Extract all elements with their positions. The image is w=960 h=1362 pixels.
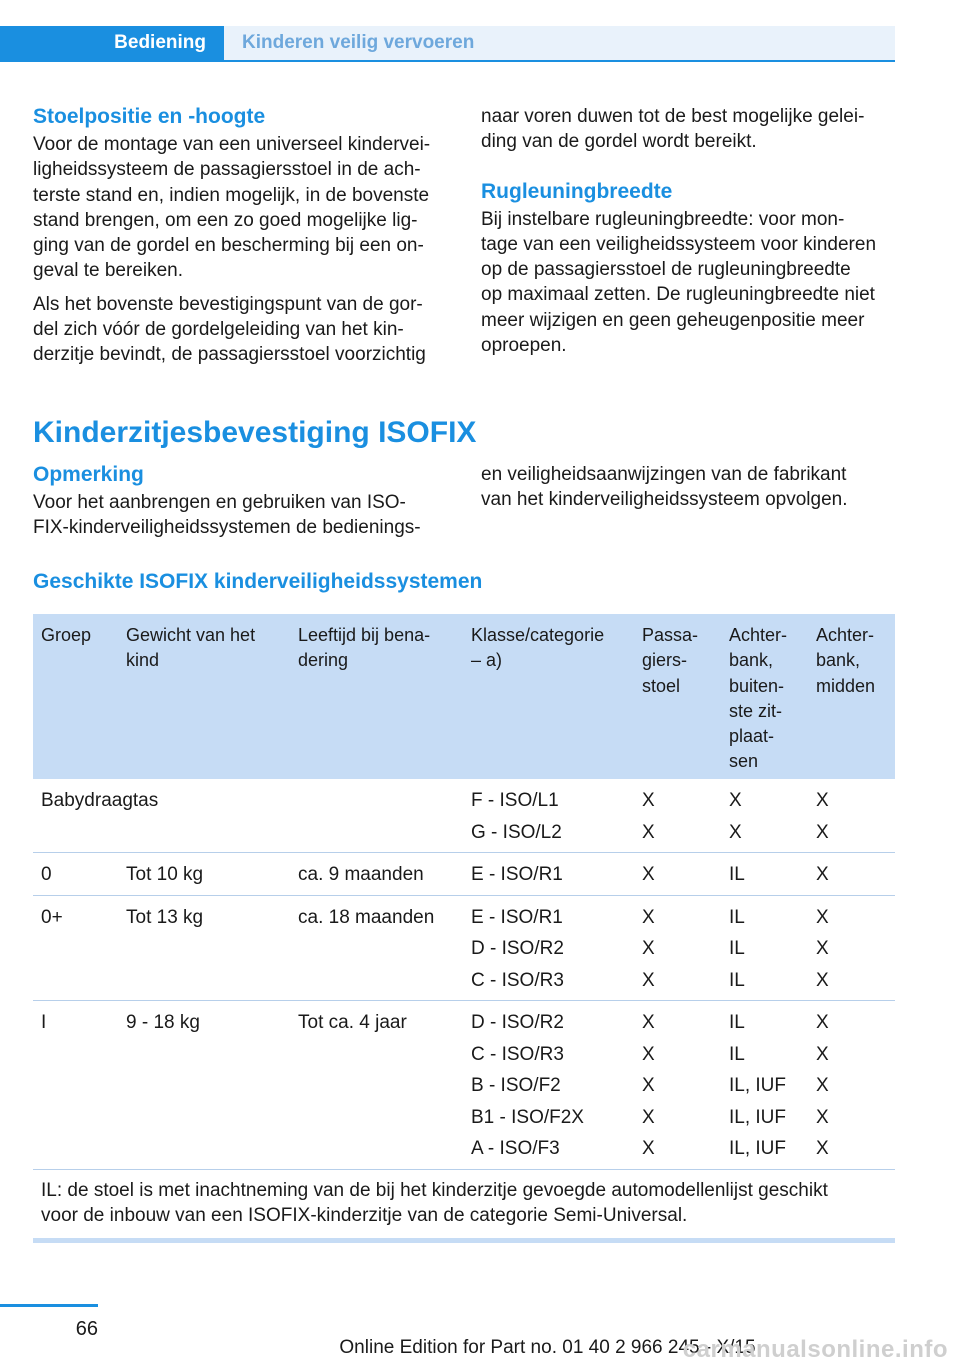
table-title: Geschikte ISOFIX kinderveiligheidssystemen bbox=[33, 570, 483, 593]
text-line: FIX-kinderveiligheidssystemen de bedienings- bbox=[33, 517, 421, 539]
cell-line: ca. 9 maanden bbox=[298, 864, 424, 885]
text-line: Voor het aanbrengen en gebruiken van ISO- bbox=[33, 492, 406, 513]
text-line: derzitje bevindt, de passagiersstoel voorzichtig bbox=[33, 344, 426, 366]
cell-line: X bbox=[816, 1138, 829, 1159]
cell-line: X bbox=[816, 1106, 829, 1128]
table-row bbox=[33, 853, 895, 896]
text-line: voor de inbouw van een ISOFIX-kinderzitje van de categorie Semi-Universal. bbox=[41, 1204, 688, 1226]
table-header bbox=[33, 614, 895, 779]
text-line: Voor de montage van een universeel kindervei- bbox=[33, 134, 431, 155]
header-line: Gewicht van het bbox=[126, 625, 256, 645]
cell-line: IL bbox=[729, 864, 745, 885]
watermark-text: carmanualsonline.info bbox=[682, 1336, 948, 1362]
text-line: op maximaal zetten. De rugleuningbreedte niet bbox=[481, 284, 875, 306]
header-line: buiten- bbox=[729, 675, 785, 696]
table-cell bbox=[33, 1001, 118, 1169]
cell-line: B - ISO/F2 bbox=[471, 1075, 561, 1096]
text-line: del zich vóór de gordelgeleiding van het kin- bbox=[33, 319, 404, 341]
cell-line: IL bbox=[729, 906, 745, 928]
header-line: sen bbox=[729, 751, 759, 772]
cell-line: X bbox=[816, 1043, 829, 1065]
table-cell bbox=[33, 853, 118, 895]
cell-line: 9 - 18 kg bbox=[126, 1012, 200, 1033]
table-header-cell bbox=[290, 614, 463, 779]
table-cell bbox=[463, 853, 634, 895]
header-line: giers- bbox=[642, 650, 688, 671]
header-line: Klasse/categorie bbox=[471, 625, 605, 645]
table-header-cell bbox=[721, 614, 808, 779]
text-line: ding van de gordel wordt bereikt. bbox=[481, 131, 757, 153]
text-line: ging van de gordel en bescherming bij een on- bbox=[33, 235, 424, 257]
text-line: terste stand en, indien mogelijk, in de bovenste bbox=[33, 184, 430, 206]
header-line: Leeftijd bij bena- bbox=[298, 625, 431, 645]
tab-kinderen-veilig-vervoeren[interactable]: Kinderen veilig vervoeren bbox=[224, 26, 895, 60]
isofix-table bbox=[33, 614, 895, 1243]
text-line: geval te bereiken. bbox=[33, 260, 183, 282]
text-line: naar voren duwen tot de best mogelijke gelei- bbox=[481, 106, 865, 127]
cell-line: E - ISO/R1 bbox=[471, 906, 563, 928]
table-cell bbox=[463, 1001, 634, 1169]
header-line: Passa- bbox=[642, 625, 699, 645]
table-header-cell bbox=[634, 614, 721, 779]
text-line: op de passagiersstoel de rugleuningbreedte bbox=[481, 259, 851, 281]
section-note-right bbox=[481, 462, 895, 513]
header-line: kind bbox=[126, 650, 160, 671]
heading-seat-position: Stoelpositie en -hoogte bbox=[33, 105, 266, 128]
page-number: 66 bbox=[75, 1318, 98, 1340]
cell-line: X bbox=[729, 821, 742, 843]
cell-line: X bbox=[642, 906, 655, 928]
tab-bediening[interactable]: Bediening bbox=[0, 26, 224, 60]
cell-line: X bbox=[816, 821, 829, 843]
cell-line: X bbox=[816, 1012, 829, 1033]
table-header-cell bbox=[463, 614, 634, 779]
table-cell bbox=[634, 1001, 721, 1169]
cell-line bbox=[126, 785, 284, 817]
text-line: tage van een veiligheidssysteem voor kinderen bbox=[481, 233, 877, 255]
table-row bbox=[33, 779, 895, 853]
paragraph-seat-position-2 bbox=[33, 292, 449, 368]
text-line: ligheidssysteem de passagiersstoel in de ach- bbox=[33, 159, 421, 181]
table-cell bbox=[118, 853, 290, 895]
header-line: bank, bbox=[816, 650, 861, 671]
page-number-divider bbox=[0, 1304, 98, 1307]
table-cell bbox=[290, 853, 463, 895]
paragraph-seat-position-1 bbox=[33, 132, 449, 284]
text-line: Als het bovenste bevestigingspunt van de gor- bbox=[33, 293, 423, 315]
cell-line: IL, IUF bbox=[729, 1106, 787, 1128]
cell-line: X bbox=[642, 1043, 655, 1065]
heading-note: Opmerking bbox=[33, 463, 144, 486]
table-cell bbox=[808, 853, 895, 895]
table-cell bbox=[721, 1001, 808, 1169]
table-cell bbox=[33, 779, 159, 852]
table-cell bbox=[118, 779, 290, 852]
cell-line: Tot ca. 4 jaar bbox=[298, 1012, 407, 1033]
cell-line: 0+ bbox=[41, 906, 63, 928]
table-cell bbox=[463, 896, 634, 1001]
table-cell bbox=[118, 1001, 290, 1169]
cell-line: X bbox=[816, 790, 829, 811]
table-header-cell bbox=[118, 614, 290, 779]
cell-line: G - ISO/L2 bbox=[471, 821, 562, 843]
table-header-cell bbox=[33, 614, 118, 779]
cell-line: F - ISO/L1 bbox=[471, 790, 559, 811]
table-cell bbox=[290, 779, 463, 852]
cell-line: IL, IUF bbox=[729, 1075, 787, 1096]
header-line: midden bbox=[816, 675, 876, 696]
table-cell bbox=[634, 853, 721, 895]
text-line: van het kinderveiligheidssysteem opvolgen. bbox=[481, 489, 848, 511]
cell-line: X bbox=[642, 864, 655, 885]
table-row bbox=[33, 1001, 895, 1170]
cell-line: Babydraagtas bbox=[41, 790, 159, 811]
cell-line: IL, IUF bbox=[729, 1138, 787, 1159]
table-cell bbox=[808, 1001, 895, 1169]
paragraph-note-right bbox=[481, 462, 895, 513]
header-line: Groep bbox=[41, 625, 92, 645]
cell-line: X bbox=[816, 864, 829, 885]
table-cell bbox=[721, 779, 808, 852]
table-body bbox=[33, 779, 895, 1170]
text-line: IL: de stoel is met inachtneming van de bij het kinderzitje gevoegde automodellenlijst geschikt bbox=[41, 1179, 828, 1201]
cell-line: A - ISO/F3 bbox=[471, 1138, 560, 1159]
cell-line: X bbox=[642, 790, 655, 811]
header-line: plaat- bbox=[729, 726, 775, 747]
table-cell bbox=[808, 779, 895, 852]
cell-line: X bbox=[816, 906, 829, 928]
cell-line: X bbox=[642, 938, 655, 959]
cell-line: D - ISO/R2 bbox=[471, 938, 564, 959]
paragraph-backrest-width bbox=[481, 207, 895, 359]
text-line: Bij instelbare rugleuningbreedte: voor mon- bbox=[481, 208, 845, 230]
cell-line: Tot 10 kg bbox=[126, 864, 204, 885]
table-cell bbox=[290, 896, 463, 1001]
header-line: stoel bbox=[642, 675, 681, 696]
section-right-column bbox=[481, 104, 895, 358]
cell-line: D - ISO/R2 bbox=[471, 1012, 564, 1033]
text-line: meer wijzigen en geen geheugenpositie meer bbox=[481, 309, 865, 331]
cell-line: Tot 13 kg bbox=[126, 906, 204, 928]
table-cell bbox=[634, 896, 721, 1001]
cell-line: X bbox=[642, 1138, 655, 1159]
header-line: bank, bbox=[729, 650, 774, 671]
cell-line: IL bbox=[729, 969, 745, 991]
paragraph-seat-position-continued bbox=[481, 104, 895, 155]
table-cell bbox=[808, 896, 895, 1001]
cell-line: X bbox=[642, 1012, 655, 1033]
cell-line: X bbox=[642, 821, 655, 843]
table-cell bbox=[33, 896, 118, 1001]
table-cell bbox=[290, 1001, 463, 1169]
table-cell bbox=[118, 896, 290, 1001]
section-note bbox=[33, 462, 449, 541]
paragraph-note-left bbox=[33, 490, 449, 541]
cell-line: X bbox=[816, 969, 829, 991]
table-header-cell bbox=[808, 614, 895, 779]
table-cell bbox=[463, 779, 634, 852]
header-divider bbox=[0, 60, 895, 62]
cell-line: I bbox=[41, 1012, 47, 1033]
cell-line: X bbox=[642, 969, 655, 991]
heading-backrest-width: Rugleuningbreedte bbox=[481, 179, 673, 203]
table-footnote bbox=[33, 1170, 895, 1244]
text-line: stand brengen, om een zo goed mogelijke lig- bbox=[33, 209, 418, 231]
cell-line: X bbox=[642, 1106, 655, 1128]
section-seat-position bbox=[33, 104, 449, 368]
cell-line bbox=[298, 785, 457, 817]
table-cell bbox=[721, 853, 808, 895]
header-line: ste zit- bbox=[729, 700, 783, 721]
edition-text: Online Edition for Part no. 01 40 2 966 245 - X/15 bbox=[339, 1337, 756, 1358]
cell-line: IL bbox=[729, 1043, 745, 1065]
header-line: Achter- bbox=[729, 625, 788, 645]
cell-line: 0 bbox=[41, 864, 52, 885]
table-cell bbox=[634, 779, 721, 852]
text-line: oproepen. bbox=[481, 335, 567, 357]
header-line: dering bbox=[298, 650, 349, 671]
table-cell bbox=[721, 896, 808, 1001]
cell-line: X bbox=[729, 790, 742, 811]
header-bar bbox=[0, 26, 895, 62]
header-line: – a) bbox=[471, 650, 503, 671]
cell-line: X bbox=[816, 938, 829, 959]
cell-line: C - ISO/R3 bbox=[471, 969, 564, 991]
table-row bbox=[33, 896, 895, 1002]
cell-line: E - ISO/R1 bbox=[471, 864, 563, 885]
cell-line: X bbox=[816, 1075, 829, 1096]
heading-isofix: Kinderzitjesbevestiging ISOFIX bbox=[33, 416, 477, 449]
cell-line: X bbox=[642, 1075, 655, 1096]
cell-line: ca. 18 maanden bbox=[298, 906, 435, 928]
text-line: en veiligheidsaanwijzingen van de fabrikant bbox=[481, 464, 847, 485]
cell-line: IL bbox=[729, 1012, 745, 1033]
cell-line: B1 - ISO/F2X bbox=[471, 1106, 584, 1128]
cell-line: C - ISO/R3 bbox=[471, 1043, 564, 1065]
cell-line: IL bbox=[729, 938, 745, 959]
header-line: Achter- bbox=[816, 625, 875, 645]
